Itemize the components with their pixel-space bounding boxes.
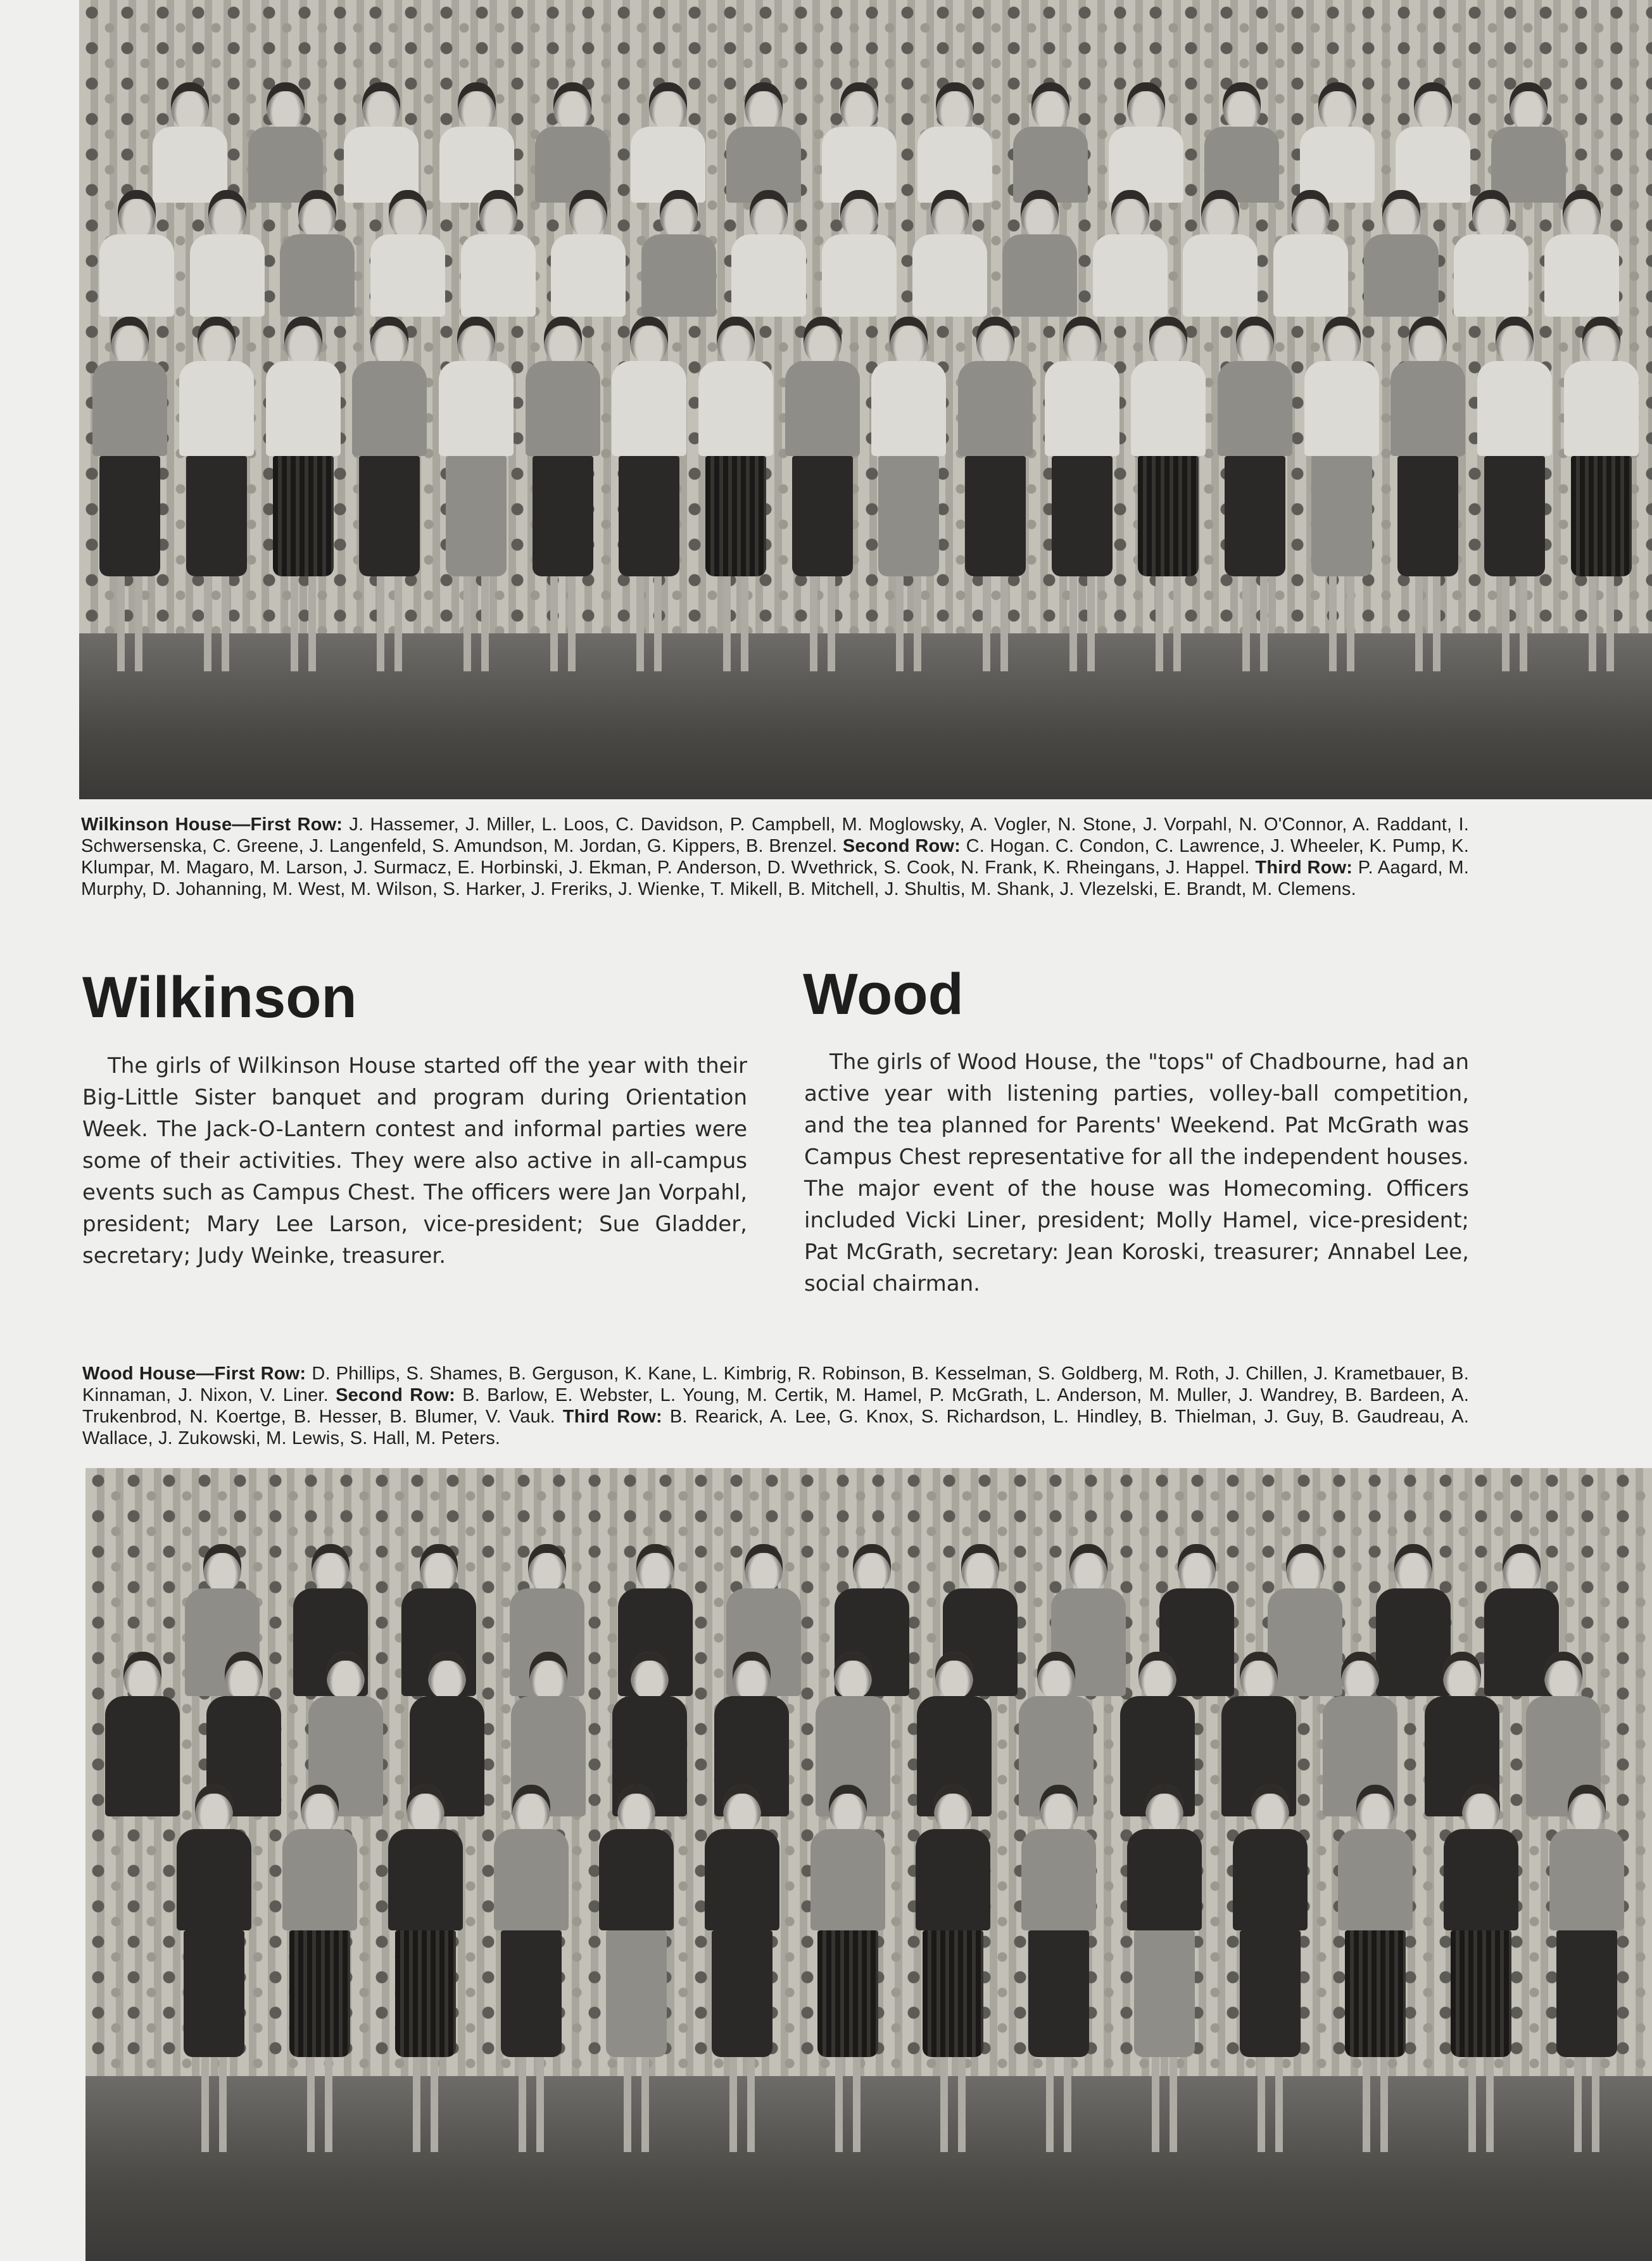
person-figure	[621, 82, 716, 203]
person-figure	[907, 82, 1003, 203]
wilkinson-middle-row	[79, 190, 1652, 317]
person-figure	[1385, 82, 1480, 203]
person-figure	[346, 317, 433, 671]
person-figure	[525, 82, 621, 203]
person-figure	[173, 317, 260, 671]
wilkinson-heading: Wilkinson	[82, 965, 357, 1030]
person-figure	[272, 190, 363, 317]
person-figure	[690, 1785, 795, 2152]
person-figure	[433, 317, 520, 671]
person-figure	[453, 190, 543, 317]
person-figure	[724, 190, 814, 317]
person-figure	[1098, 82, 1194, 203]
person-figure	[1289, 82, 1385, 203]
person-figure	[267, 1785, 373, 2152]
person-figure	[866, 317, 952, 671]
person-figure	[1323, 1785, 1428, 2152]
person-figure	[429, 82, 525, 203]
person-figure	[1212, 317, 1299, 671]
person-figure	[634, 190, 724, 317]
person-figure	[543, 190, 634, 317]
wood-body-text: The girls of Wood House, the "tops" of Chadbourne, had an active year with listening parties, volley-ball competition, and the tea planned for Parents' Weekend. Pat McGrath was Campus Chest representative for all the independent houses. The major event of the house was Homecoming. Officers included Vicki Liner, president; Molly Hamel, vice-president; Pat McGrath, secretary: Jean Koroski, treasurer; Annabel Lee, social chairman.	[804, 1049, 1469, 1296]
person-figure	[519, 317, 606, 671]
wood-caption-label: Wood House—First Row:	[82, 1364, 306, 1384]
wilkinson-photo-caption	[81, 814, 1469, 900]
person-figure	[87, 317, 173, 671]
person-figure	[1125, 317, 1212, 671]
wood-third-row-names: B. Rearick, A. Lee, G. Knox, S. Richardson, L. Hindley, B. Thielman, J. Guy, B. Gaudreau, A. Wallace, J. Zukowski, M. Lewis, S. Hall, M. Peters.	[82, 1407, 1469, 1448]
person-figure	[1558, 317, 1644, 671]
wilkinson-group-photo	[79, 0, 1652, 799]
person-figure	[1537, 190, 1627, 317]
person-figure	[1480, 82, 1576, 203]
person-figure	[779, 317, 866, 671]
person-figure	[334, 82, 429, 203]
wilkinson-third-row-names: P. Aagard, M. Murphy, D. Johanning, M. West, M. Wilson, S. Harker, J. Freriks, J. Wienke, T. Mikell, B. Mitchell, J. Shultis, M. Shank, J. Vlezelski, E. Brandt, M. Clemens.	[81, 858, 1469, 899]
wood-group-photo	[85, 1468, 1652, 2261]
person-figure	[795, 1785, 900, 2152]
person-figure	[1085, 190, 1176, 317]
person-figure	[814, 190, 905, 317]
person-figure	[1217, 1785, 1323, 2152]
person-figure	[1002, 82, 1098, 203]
person-figure	[182, 190, 273, 317]
person-figure	[1038, 317, 1125, 671]
person-figure	[1298, 317, 1385, 671]
person-figure	[1111, 1785, 1217, 2152]
person-figure	[363, 190, 453, 317]
person-figure	[693, 317, 779, 671]
wood-first-row-names: D. Phillips, S. Shames, B. Gerguson, K. Kane, L. Kimbrig, R. Robinson, B. Kesselman, S. Goldberg, M. Roth, J. Chillen, J. Krametbauer, B. Kinnaman, J. Nixon, V. Liner.	[82, 1364, 1469, 1405]
person-figure	[952, 317, 1039, 671]
wilkinson-front-row	[79, 317, 1652, 671]
person-figure	[904, 190, 995, 317]
person-figure	[238, 82, 334, 203]
person-figure	[1385, 317, 1472, 671]
wilkinson-back-row	[79, 82, 1652, 203]
person-figure	[161, 1785, 267, 2152]
person-figure	[1194, 82, 1289, 203]
person-figure	[260, 317, 346, 671]
person-figure	[1266, 190, 1356, 317]
person-figure	[812, 82, 907, 203]
wilkinson-first-row-names: J. Hassemer, J. Miller, L. Loos, C. Davidson, P. Campbell, M. Moglowsky, A. Vogler, N. Stone, J. Vorpahl, N. O'Connor, A. Raddant, I. Schwersenska, C. Greene, J. Langenfeld, S. Amundson, M. Jordan, G. Kippers, B. Brenzel.	[81, 814, 1469, 856]
person-figure	[1006, 1785, 1112, 2152]
wood-photo-caption	[82, 1363, 1469, 1449]
person-figure	[606, 317, 693, 671]
person-figure	[584, 1785, 690, 2152]
person-figure	[1472, 317, 1558, 671]
person-figure	[92, 190, 182, 317]
person-figure	[1356, 190, 1446, 317]
wood-second-row-label: Second Row:	[336, 1385, 455, 1405]
person-figure	[1446, 190, 1537, 317]
person-figure	[142, 82, 238, 203]
wood-front-row	[85, 1785, 1652, 2152]
wilkinson-caption-label: Wilkinson House—First Row:	[81, 814, 343, 835]
person-figure	[1428, 1785, 1534, 2152]
wood-third-row-label: Third Row:	[562, 1407, 662, 1427]
person-figure	[478, 1785, 584, 2152]
person-figure	[716, 82, 812, 203]
person-figure	[900, 1785, 1006, 2152]
person-figure	[372, 1785, 478, 2152]
wilkinson-body-text: The girls of Wilkinson House started off the year with their Big-Little Sister banquet and program during Orientation Week. The Jack-O-Lantern contest and informal parties were some of their activities. They were also active in all-campus events such as Campus Chest. The officers were Jan Vorpahl, president; Mary Lee Larson, vice-president; Sue Gladder, secretary; Judy Weinke, treasurer.	[82, 1053, 747, 1269]
wilkinson-second-row-names: C. Hogan. C. Condon, C. Lawrence, J. Wheeler, K. Pump, K. Klumpar, M. Magaro, M. Larson, J. Surmacz, E. Horbinski, J. Ekman, P. Anderson, D. Wvethrick, S. Cook, N. Frank, K. Rheingans, J. Happel.	[81, 836, 1469, 878]
wood-heading: Wood	[803, 962, 964, 1027]
wood-second-row-names: B. Barlow, E. Webster, L. Young, M. Certik, M. Hamel, P. McGrath, L. Anderson, M. Muller, J. Wandrey, B. Bardeen, A. Trukenbrod, N. Koertge, B. Hesser, B. Blumer, V. Vauk.	[82, 1385, 1470, 1427]
wilkinson-second-row-label: Second Row:	[842, 836, 961, 856]
person-figure	[1175, 190, 1266, 317]
wilkinson-third-row-label: Third Row:	[1255, 858, 1353, 878]
person-figure	[1534, 1785, 1639, 2152]
person-figure	[995, 190, 1085, 317]
